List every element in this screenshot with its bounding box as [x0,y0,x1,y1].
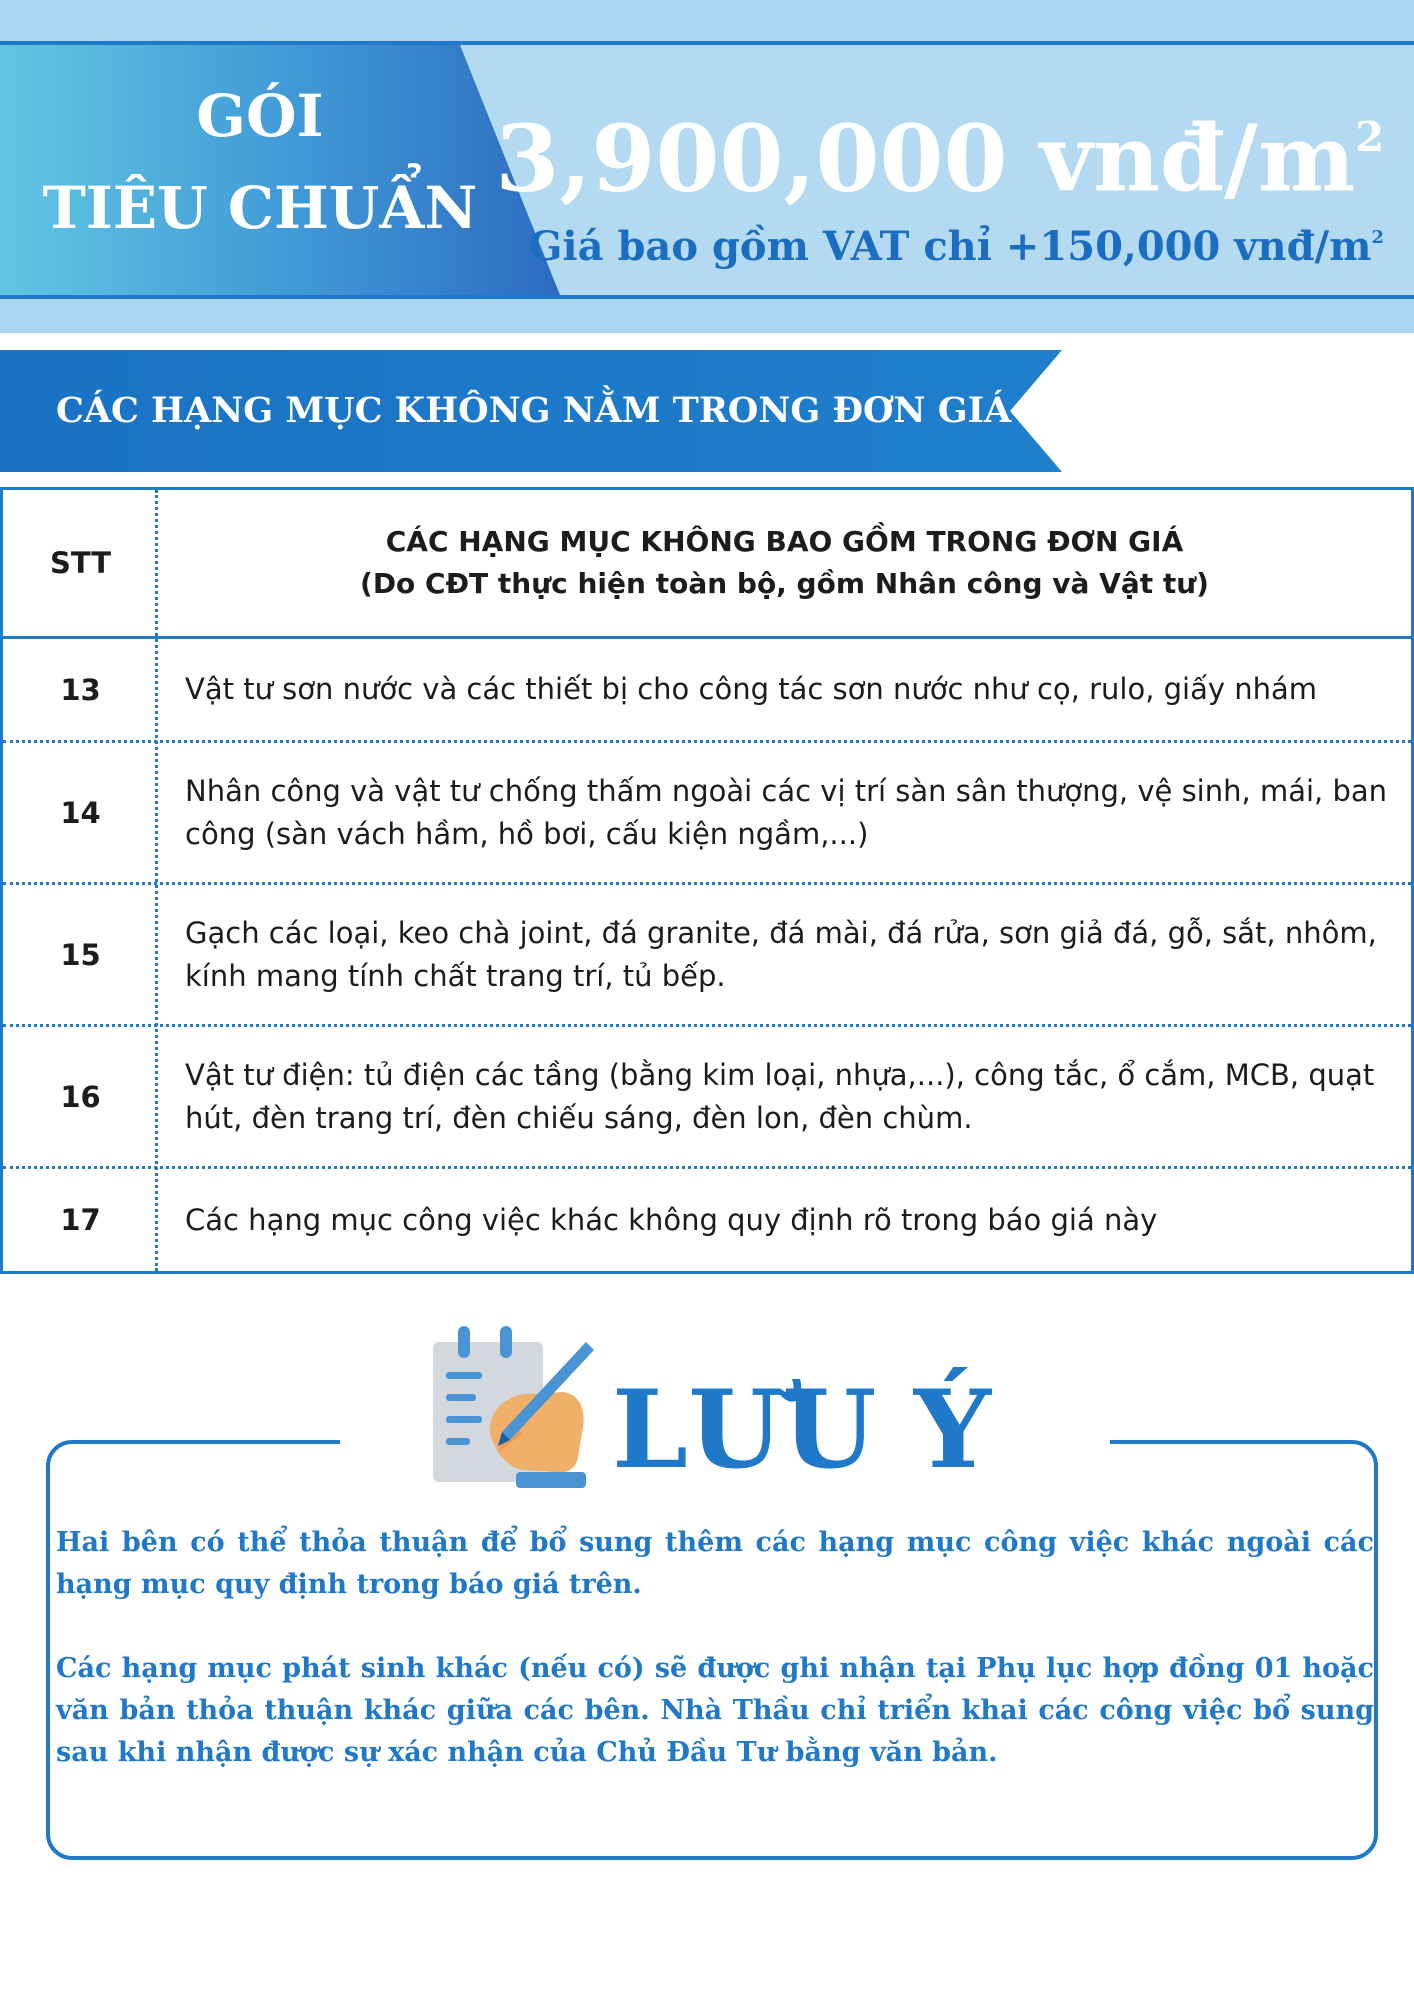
header-stt: STT [49,546,112,580]
excluded-items-table [0,487,1414,1274]
row-text: Gạch các loại, keo chà joint, đá granite, đá mài, đá rửa, sơn giả đá, gỗ, sắt, nhôm, kính mang tính chất trang trí, tủ bếp. [185,915,1377,993]
price-value: 3,900,000 vnđ/m [495,104,1356,213]
table-row [3,882,1411,1024]
row-text: Vật tư điện: tủ điện các tầng (bằng kim loại, nhựa,...), công tắc, ổ cắm, MCB, quạt hút, đèn trang trí, đèn chiếu sáng, đèn lon, đèn chùm. [185,1057,1375,1135]
header-items [158,490,1411,636]
note-paragraph-1: Hai bên có thể thỏa thuận để bổ sung thêm các hạng mục công việc khác ngoài các hạng mục quy định trong báo giá trên. [56,1527,1374,1600]
checklist-pen-icon [428,1322,598,1512]
row-stt: 15 [60,937,101,972]
row-stt: 14 [60,795,101,830]
vat-note [528,208,1384,277]
header-items-line2: (Do CĐT thực hiện toàn bộ, gồm Nhân công và Vật tư) [360,567,1209,600]
price-unit-superscript: 2 [1355,112,1384,161]
note-title: LƯU Ý [612,1367,992,1493]
price-main [495,82,1384,213]
table-row [3,636,1411,740]
table-header-row [3,490,1411,636]
package-title-line2: TIÊU CHUẨN [42,174,478,242]
package-title-line1: GÓI [196,82,324,150]
section-title: CÁC HẠNG MỤC KHÔNG NẰM TRONG ĐƠN GIÁ [56,390,1012,431]
note-paragraph-2: Các hạng mục phát sinh khác (nếu có) sẽ được ghi nhận tại Phụ lục hợp đồng 01 hoặc văn bản thỏa thuận khác giữa các bên. Nhà Thầu chỉ triển khai các công việc bổ sung sau khi nhận được sự xác nhận của Chủ Đầu Tư bằng văn bản. [56,1653,1374,1768]
table-row [3,1166,1411,1271]
table-row [3,1024,1411,1166]
row-text: Vật tư sơn nước và các thiết bị cho công tác sơn nước như cọ, rulo, giấy nhám [185,672,1318,706]
row-text: Nhân công và vật tư chống thấm ngoài các vị trí sàn sân thượng, vệ sinh, mái, ban công (sàn vách hầm, hồ bơi, cấu kiện ngầm,...) [185,773,1388,851]
row-stt: 16 [60,1079,101,1114]
package-title [0,70,520,254]
table-row [3,740,1411,882]
header-items-line1: CÁC HẠNG MỤC KHÔNG BAO GỒM TRONG ĐƠN GIÁ [385,525,1184,558]
vat-note-text: Giá bao gồm VAT chỉ +150,000 vnđ/m [528,223,1372,271]
row-stt: 17 [60,1203,101,1237]
vat-unit-superscript: 2 [1371,227,1384,248]
row-text: Các hạng mục công việc khác không quy định rõ trong báo giá này [185,1202,1158,1237]
row-stt: 13 [60,672,101,707]
